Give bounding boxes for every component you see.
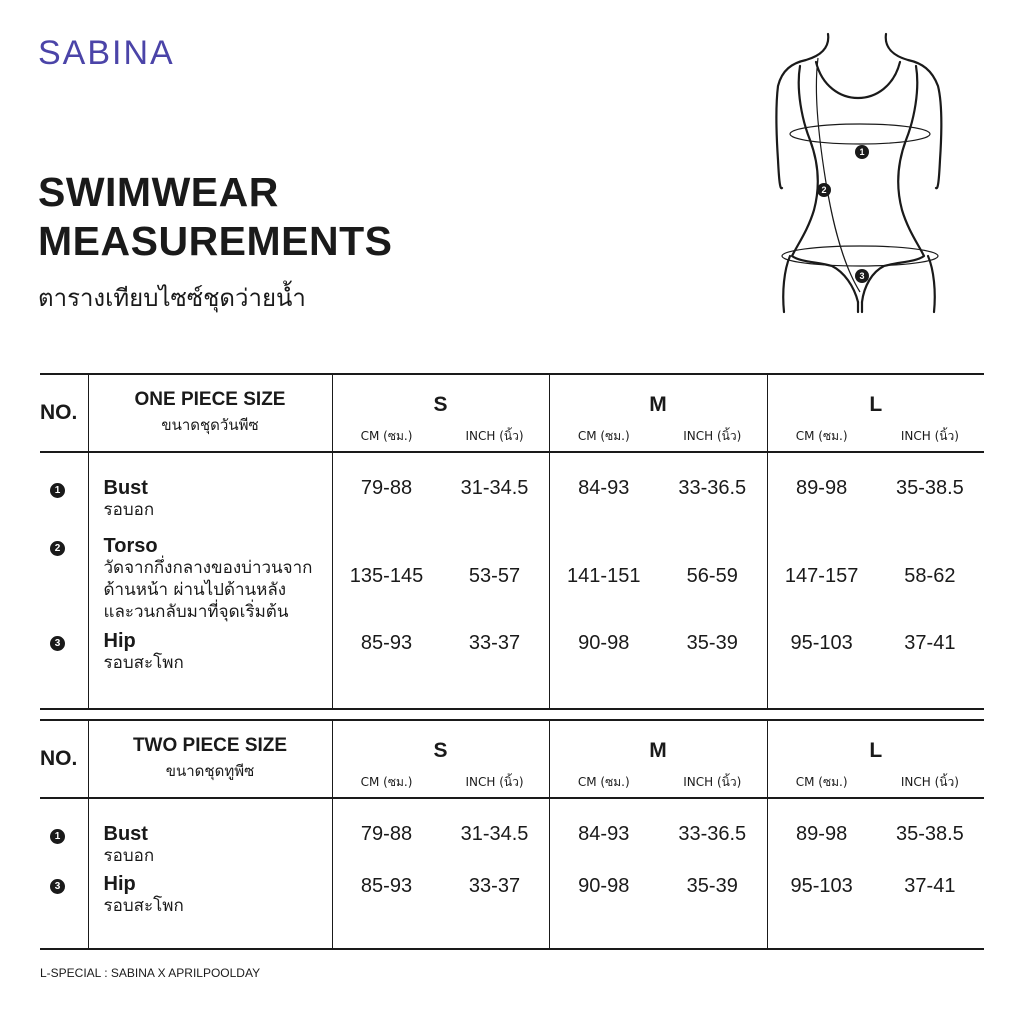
footer-note: L-SPECIAL : SABINA X APRILPOOLDAY [40,966,261,980]
value-cell: 37-41 [904,632,956,654]
row-label-th: รอบสะโพก [103,896,184,916]
title-line-2: MEASUREMENTS [38,218,393,264]
marker-1-label: 1 [859,147,865,157]
table-row-hip [40,624,984,709]
brand-logo: SABINA [38,34,175,72]
body-measurement-figure [770,30,950,320]
value-cell: 33-36.5 [678,477,747,499]
unit-inch: INCH (นิ้ว) [900,429,959,443]
unit-inch: INCH (นิ้ว) [465,429,524,443]
value-cell: 95-103 [790,875,853,897]
unit-inch: INCH (นิ้ว) [900,775,959,789]
number-2-icon: 2 [50,541,65,556]
swimsuit-right-side [862,66,924,302]
value-cell: 31-34.5 [460,477,529,499]
table-row-hip [40,867,984,949]
size-m-header: M CM (ซม.) INCH (นิ้ว) [549,720,767,798]
size-l-header: L CM (ซม.) INCH (นิ้ว) [767,720,984,798]
value-cell: 89-98 [796,823,848,845]
no-column-header: NO. [40,720,88,798]
size-l-header: L CM (ซม.) INCH (นิ้ว) [767,374,984,452]
value-cell: 31-34.5 [460,823,529,845]
unit-cm: CM (ซม.) [360,775,413,789]
no-column-header: NO. [40,374,88,452]
value-cell: 90-98 [578,875,630,897]
value-cell: 33-36.5 [678,823,747,845]
table-header-row [40,374,984,452]
value-cell: 37-41 [904,875,956,897]
value-cell: 135-145 [349,565,424,587]
hip-measure-line [782,246,938,266]
size-s-header: S CM (ซม.) INCH (นิ้ว) [332,720,549,798]
number-1-icon: 1 [50,829,65,844]
unit-cm: CM (ซม.) [577,429,630,443]
row-label-th: รอบอก [103,500,155,520]
table-header-row [40,720,984,798]
unit-cm: CM (ซม.) [795,775,848,789]
unit-cm: CM (ซม.) [360,429,413,443]
row-label: Bust [103,477,148,499]
row-label: Bust [103,823,148,845]
row-label: Hip [103,873,136,895]
row-label-th-line-3: และวนกลับมาที่จุดเริ่มต้น [103,602,289,622]
row-label-th: รอบอก [103,846,155,866]
two-piece-title: TWO PIECE SIZE [132,735,288,756]
value-cell: 35-38.5 [895,477,964,499]
two-piece-title-th: ขนาดชุดทูพีซ [165,762,255,780]
value-cell: 85-93 [360,632,413,654]
number-3-icon: 3 [50,879,65,894]
table-row-torso [40,521,984,624]
value-cell: 84-93 [578,477,630,499]
unit-cm: CM (ซม.) [577,775,630,789]
table-row-bust [40,452,984,521]
unit-inch: INCH (นิ้ว) [465,775,524,789]
row-label: Hip [103,630,136,652]
swimsuit-neckline [816,62,900,98]
value-cell: 89-98 [796,477,848,499]
value-cell: 79-88 [360,823,413,845]
number-3-icon: 3 [50,636,65,651]
value-cell: 90-98 [578,632,630,654]
unit-inch: INCH (นิ้ว) [683,775,742,789]
value-cell: 56-59 [686,565,738,587]
value-cell: 84-93 [578,823,630,845]
unit-cm: CM (ซม.) [795,429,848,443]
value-cell: 58-62 [904,565,956,587]
value-cell: 35-39 [686,632,738,654]
one-piece-size-table [40,373,984,710]
value-cell: 79-88 [360,477,413,499]
leg-inner [858,302,862,312]
value-cell: 141-151 [567,565,641,587]
one-piece-size-header [88,374,332,452]
leg-left [783,256,790,312]
table-row-bust [40,798,984,867]
marker-3-label: 3 [859,271,865,281]
two-piece-size-table [40,719,984,950]
unit-inch: INCH (นิ้ว) [683,429,742,443]
number-1-icon: 1 [50,483,65,498]
value-cell: 33-37 [468,875,521,897]
title-line-1: SWIMWEAR [38,169,279,215]
one-piece-title: ONE PIECE SIZE [134,389,286,410]
row-label-th-line-2: ด้านหน้า ผ่านไปด้านหลัง [103,580,287,600]
marker-2-label: 2 [821,185,827,195]
value-cell: 35-39 [686,875,738,897]
value-cell: 85-93 [360,875,413,897]
row-label: Torso [103,535,158,557]
row-label-th: รอบสะโพก [103,653,184,673]
page-title [38,168,393,266]
value-cell: 95-103 [790,632,853,654]
row-label-th-line-1: วัดจากกึ่งกลางของบ่าวนจาก [103,558,313,578]
size-s-header: S CM (ซม.) INCH (นิ้ว) [332,374,549,452]
two-piece-size-header [88,720,332,798]
leg-right [928,256,935,312]
one-piece-title-th: ขนาดชุดวันพีซ [161,416,259,434]
value-cell: 35-38.5 [895,823,964,845]
value-cell: 53-57 [468,565,521,587]
size-m-header: M CM (ซม.) INCH (นิ้ว) [549,374,767,452]
value-cell: 147-157 [784,565,859,587]
value-cell: 33-37 [468,632,521,654]
page-subtitle: ตารางเทียบไซซ์ชุดว่ายน้ำ [38,284,306,312]
